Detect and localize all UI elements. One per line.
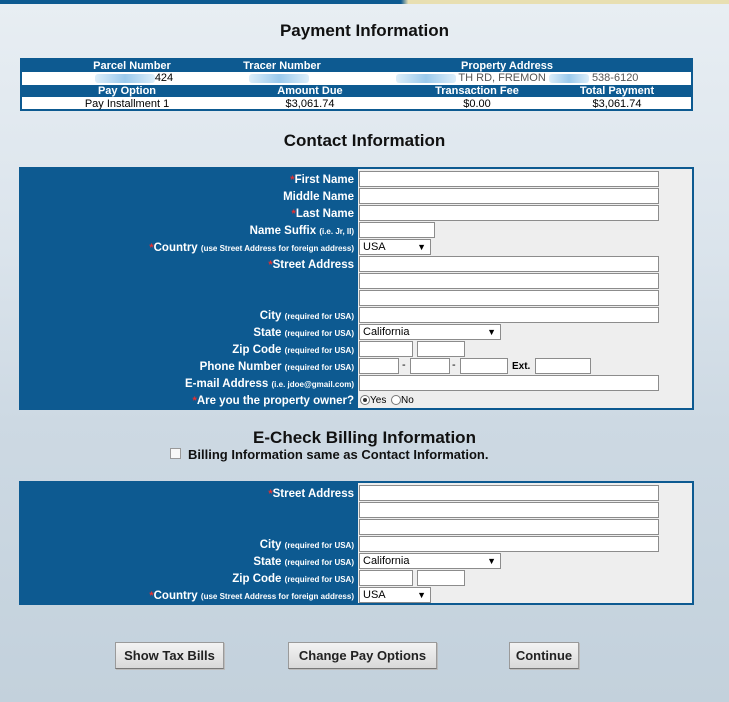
state-select[interactable] <box>359 324 501 340</box>
street-address-line-1[interactable] <box>359 256 659 272</box>
first-name-label <box>290 173 354 187</box>
total-payment-value: $3,061.74 <box>592 98 642 110</box>
owner-no-label: No <box>401 395 414 406</box>
asterisk-icon: * <box>290 174 295 186</box>
chevron-down-icon: ▼ <box>487 556 496 566</box>
col-property-address: Property Address <box>461 60 553 72</box>
asterisk-icon: * <box>192 395 197 407</box>
zip-hint: (required for USA) <box>284 346 354 355</box>
phone-label <box>200 360 354 375</box>
street-address-text: Street Address <box>272 259 354 271</box>
billing-street-text: Street Address <box>272 488 354 500</box>
same-as-contact-label: Billing Information same as Contact Information. <box>188 447 489 462</box>
tracer-number-value <box>234 72 324 84</box>
zip-label <box>232 343 354 358</box>
billing-zip-label <box>232 572 354 587</box>
street-address-line-3[interactable] <box>359 290 659 306</box>
amount-due-value: $3,061.74 <box>285 98 335 110</box>
name-suffix-label <box>250 224 354 239</box>
chevron-down-icon: ▼ <box>487 327 496 337</box>
phone-ext-input[interactable] <box>535 358 591 374</box>
payment-table <box>20 58 693 111</box>
col-tracer-number: Tracer Number <box>243 60 321 72</box>
billing-zip-text: Zip Code <box>232 573 282 585</box>
billing-street-label <box>268 487 354 501</box>
address-part: TH RD, FREMON <box>458 72 546 84</box>
transaction-fee-value: $0.00 <box>463 98 491 110</box>
redacted-block <box>95 74 155 83</box>
radio-selected-icon <box>360 395 370 405</box>
last-name-input[interactable] <box>359 205 659 221</box>
billing-city-hint: (required for USA) <box>284 541 354 550</box>
billing-country-text: Country <box>153 590 198 602</box>
chevron-down-icon: ▼ <box>417 242 426 252</box>
asterisk-icon: * <box>149 590 154 602</box>
redacted-block <box>549 74 589 83</box>
name-suffix-hint: (i.e. Jr, II) <box>319 227 354 236</box>
billing-title: E-Check Billing Information <box>253 428 476 447</box>
address-tail: 538-6120 <box>591 72 639 84</box>
state-text: State <box>253 327 282 339</box>
billing-country-label <box>149 589 354 604</box>
billing-street-line-3[interactable] <box>359 519 659 535</box>
asterisk-icon: * <box>268 488 273 500</box>
first-name-input[interactable] <box>359 171 659 187</box>
state-value: California <box>363 326 410 338</box>
owner-text: Are you the property owner? <box>196 395 354 407</box>
col-amount-due: Amount Due <box>277 85 343 97</box>
email-input[interactable] <box>359 375 659 391</box>
change-pay-options-button[interactable]: Change Pay Options <box>288 642 437 669</box>
phone-area-input[interactable] <box>359 358 399 374</box>
name-suffix-text: Name Suffix <box>249 225 317 237</box>
billing-street-line-1[interactable] <box>359 485 659 501</box>
phone-dash: - <box>402 359 406 371</box>
payment-header-row-1 <box>22 60 691 72</box>
billing-zip-ext-input[interactable] <box>417 570 465 586</box>
col-pay-option: Pay Option <box>97 85 157 97</box>
payment-header-row-2 <box>22 85 691 97</box>
billing-state-hint: (required for USA) <box>284 558 354 567</box>
street-address-line-2[interactable] <box>359 273 659 289</box>
billing-street-line-2[interactable] <box>359 502 659 518</box>
billing-state-label <box>253 555 354 570</box>
phone-prefix-input[interactable] <box>410 358 450 374</box>
show-tax-bills-button[interactable]: Show Tax Bills <box>115 642 224 669</box>
billing-form <box>19 481 694 605</box>
country-text: Country <box>153 242 198 254</box>
parcel-suffix: 424 <box>154 72 174 84</box>
redacted-block <box>249 74 309 83</box>
middle-name-label: Middle Name <box>283 191 354 203</box>
country-select[interactable] <box>359 239 431 255</box>
phone-dash: - <box>452 359 456 371</box>
payment-row-2 <box>22 98 691 111</box>
billing-state-value: California <box>363 555 410 567</box>
phone-ext-label: Ext. <box>512 361 531 372</box>
country-hint: (use Street Address for foreign address) <box>200 244 354 253</box>
email-label <box>185 377 354 392</box>
first-name-text: First Name <box>294 174 354 186</box>
same-as-contact-checkbox[interactable] <box>170 448 181 459</box>
billing-state-select[interactable] <box>359 553 501 569</box>
asterisk-icon: * <box>149 242 154 254</box>
zip-ext-input[interactable] <box>417 341 465 357</box>
owner-yes-label: Yes <box>370 395 387 406</box>
billing-zip-hint: (required for USA) <box>284 575 354 584</box>
last-name-text: Last Name <box>295 208 354 220</box>
contact-form <box>19 167 694 410</box>
billing-zip-input[interactable] <box>359 570 413 586</box>
pay-option-value: Pay Installment 1 <box>84 98 170 110</box>
payment-title: Payment Information <box>279 21 450 40</box>
property-address-value <box>372 72 662 84</box>
street-address-label <box>268 258 354 272</box>
billing-country-hint: (use Street Address for foreign address) <box>200 592 354 601</box>
asterisk-icon: * <box>268 259 273 271</box>
state-label <box>253 326 354 341</box>
country-value: USA <box>363 241 386 253</box>
chevron-down-icon: ▼ <box>417 590 426 600</box>
col-transaction-fee: Transaction Fee <box>435 85 519 97</box>
city-input[interactable] <box>359 307 659 323</box>
payment-row-1 <box>22 72 691 84</box>
billing-state-text: State <box>253 556 282 568</box>
last-name-label <box>292 207 354 221</box>
city-text: City <box>259 310 282 322</box>
billing-city-text: City <box>259 539 282 551</box>
owner-label <box>193 394 354 408</box>
billing-city-input[interactable] <box>359 536 659 552</box>
state-hint: (required for USA) <box>284 329 354 338</box>
billing-country-value: USA <box>363 589 386 601</box>
contact-title: Contact Information <box>283 131 446 150</box>
parcel-number-value <box>84 72 184 84</box>
redacted-block <box>396 74 456 83</box>
zip-input[interactable] <box>359 341 413 357</box>
email-hint: (i.e. jdoe@gmail.com) <box>271 380 354 389</box>
owner-no-radio[interactable] <box>391 395 414 407</box>
zip-text: Zip Code <box>232 344 282 356</box>
name-suffix-input[interactable] <box>359 222 435 238</box>
billing-country-select[interactable] <box>359 587 431 603</box>
continue-button[interactable]: Continue <box>509 642 579 669</box>
radio-empty-icon <box>391 395 401 405</box>
billing-city-label <box>260 538 354 553</box>
email-text: E-mail Address <box>185 378 269 390</box>
middle-name-input[interactable] <box>359 188 659 204</box>
phone-text: Phone Number <box>199 361 282 373</box>
city-label <box>260 309 354 324</box>
phone-hint: (required for USA) <box>284 363 354 372</box>
phone-line-input[interactable] <box>460 358 508 374</box>
col-parcel-number: Parcel Number <box>93 60 171 72</box>
top-accent-bar <box>0 0 729 4</box>
owner-yes-radio[interactable] <box>360 395 386 407</box>
asterisk-icon: * <box>291 208 296 220</box>
col-total-payment: Total Payment <box>579 85 655 97</box>
country-label <box>149 241 354 256</box>
city-hint: (required for USA) <box>284 312 354 321</box>
